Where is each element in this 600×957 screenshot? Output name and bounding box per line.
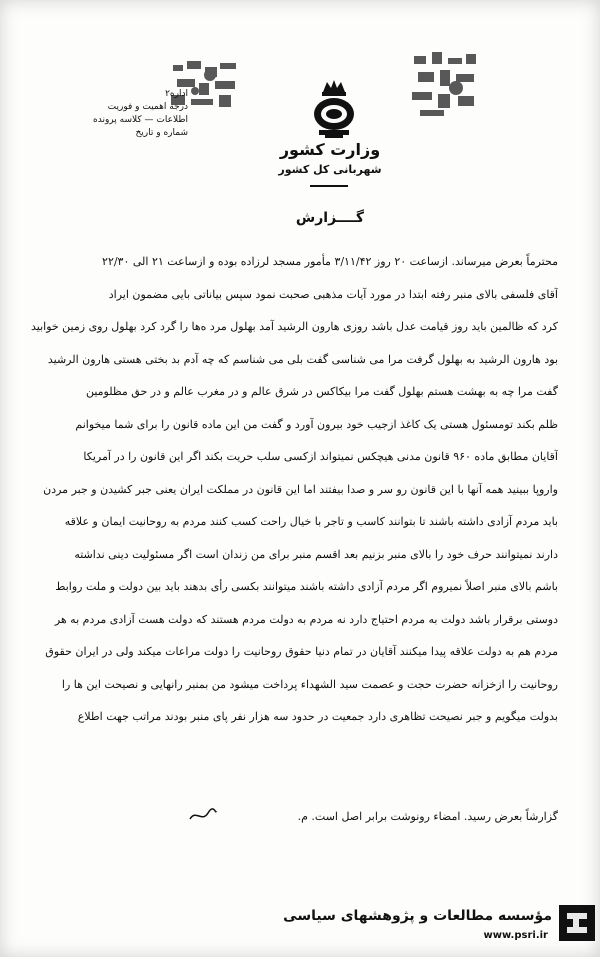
department-title: شهربانی کل کشور xyxy=(278,163,382,176)
report-line: مردم هم به دولت علاقه پیدا میکنند آقایان در تمام دنیا حقوق روحانیت را دولت مراعات میکند ولی در ایران حقوق xyxy=(45,645,558,658)
institute-name: مؤسسه مطالعات و پژوهشهای سیاسی xyxy=(283,908,552,924)
report-line: باشم بالای منبر اصلاً نمیروم اگر مردم آزادی داشته باشند میتوانند بکسی رأی بدهند باید بین دولت و ملت روابط xyxy=(55,580,558,593)
reference-line: اداره۲ xyxy=(165,89,188,99)
reference-line: اطلاعات — کلاسه پرونده xyxy=(93,115,188,125)
report-line: محترماً بعرض میرساند. ازساعت ۲۰ روز ۳/۱۱/۴۲ مأمور مسجد لرزاده بوده و ازساعت ۲۱ الی ۲۲/۳۰ xyxy=(102,255,558,268)
report-title: گــــزارش xyxy=(295,210,365,226)
report-line: بود هارون الرشید به بهلول گرفت مرا می شناسی گفت بلی می شناسم که چه آدم بد بختی هستی هارون الرشید xyxy=(47,352,558,366)
lion-sun-crown-emblem xyxy=(305,78,363,140)
report-line: واروپا ببینید همه آنها با این قانون رو سر و صدا بیفتند اما این قانون در مملکت ایران یعنی جبر کشیدن و جبر مردن xyxy=(43,482,558,496)
ministry-title: وزارت کشور xyxy=(279,140,381,159)
institute-logo xyxy=(559,905,595,941)
institute-logo-icon xyxy=(559,905,595,941)
report-line: آقایان مطابق ماده ۹۶۰ قانون مدنی هیچکس نمیتواند ازکسی سلب حریت بکند اگر این قانون را در آمریکا xyxy=(83,450,558,463)
report-line: گفت مرا چه به بهشت هستم بهلول گفت مرا بیکاکس در شرق عالم و در مغرب عالم و در حق مظلومین xyxy=(85,385,558,398)
ink-stamp-right xyxy=(408,48,482,124)
report-line: کرد که ظالمین باید روز قیامت عدل باشد روزی هارون الرشید آمد بهلول مرد ه‌ها را گرد کرد بهلول روی زمین خوابید xyxy=(30,320,558,333)
report-footer: گزارشاً بعرض رسید. امضاء رونوشت برابر اصل است. م. xyxy=(297,810,558,823)
report-line: ظلم بکند تومسئول هستی یک کاغذ ازجیب خود بیرون آورد و گفت من این ماده قانون را برای شما میخوانم xyxy=(75,417,558,431)
header-divider xyxy=(310,185,348,187)
reference-line: شماره و تاریخ xyxy=(135,128,188,138)
report-line: دوستی برقرار باشد دولت به مردم احتیاج دارد نه مردم به دولت مردم هستند که دولت هست آزادی مردم به هر xyxy=(54,612,558,626)
institute-url[interactable]: www.psri.ir xyxy=(483,930,548,941)
report-line: دارند نمیتوانند حرف خود را بالای منبر بزنیم بعد اقسم منبر برای من زندان است اگر مسئولیت دینی نداشته xyxy=(74,547,558,561)
report-line: بدولت میگویم و جبر نصیحت تظاهری دارد جمعیت در حدود سه هزار نفر پای منبر بودند مراتب جهت اطلاع xyxy=(77,710,558,723)
report-line: باید مردم آزادی داشته باشند تا بتوانند کاسب و تاجر با خیال راحت کسب کنند مردم به روحانیت ایمان و علاقه xyxy=(64,515,558,528)
signature-mark xyxy=(188,805,218,825)
reference-line: درجه اهمیت و فوریت xyxy=(107,102,188,112)
report-line: روحانیت را ازخزانه حضرت حجت و عصمت سید الشهداء پرداخت میشود من بمنبر رانهایی و نصیحت این ها را xyxy=(61,677,558,691)
report-body xyxy=(30,252,558,740)
document-reference-block xyxy=(58,88,188,140)
report-line: آقای فلسفی بالای منبر رفته ابتدا در مورد آیات مذهبی صحبت نمود سپس بیاناتی بایی مضمون ایراد xyxy=(108,287,558,301)
